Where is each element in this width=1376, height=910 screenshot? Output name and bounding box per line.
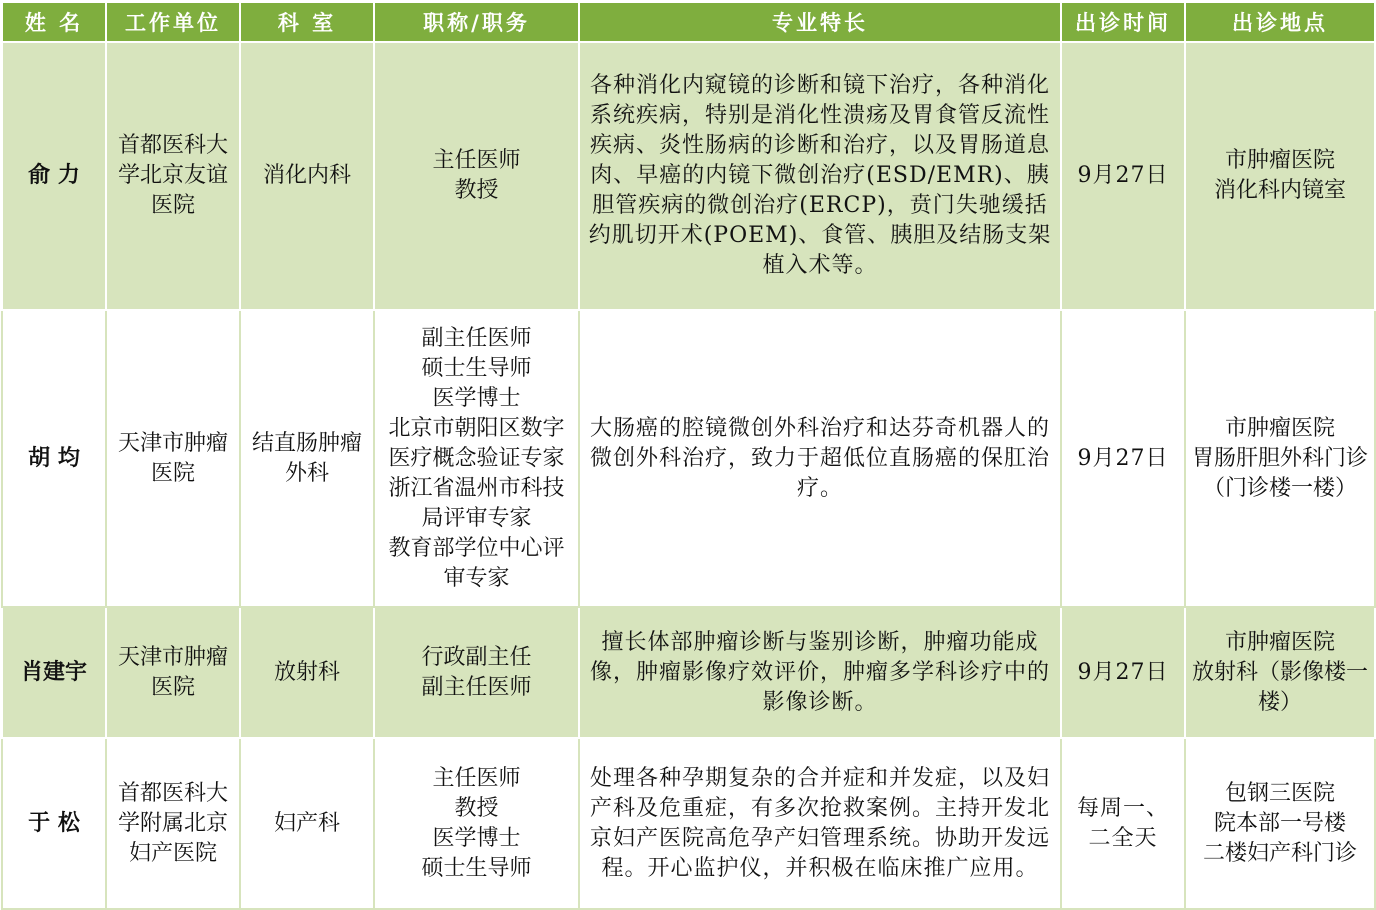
department: 妇产科 — [240, 738, 374, 909]
location-line: 市肿瘤医院 — [1224, 148, 1335, 173]
clinic-location — [1185, 310, 1375, 607]
title-line: 硕士生导师 — [421, 855, 532, 881]
table-row — [2, 607, 1375, 738]
header-unit: 工作单位 — [106, 2, 240, 42]
doctor-name: 肖建宇 — [2, 607, 106, 738]
clinic-location — [1185, 42, 1375, 310]
header-department: 科 室 — [240, 2, 374, 42]
header-location: 出诊地点 — [1185, 2, 1375, 42]
location-line: 市肿瘤医院 — [1224, 629, 1335, 655]
expert-roster-table — [1, 1, 1376, 910]
clinic-time: 9月27日 — [1061, 607, 1185, 738]
title-line: 浙江省温州市科技局评审专家 — [388, 475, 565, 531]
department: 放射科 — [240, 607, 374, 738]
table-row — [2, 310, 1375, 607]
location-line: 放射科（影像楼一楼） — [1192, 659, 1369, 715]
specialty: 擅长体部肿瘤诊断与鉴别诊断，肿瘤功能成像，肿瘤影像疗效评价，肿瘤多学科诊疗中的影像诊断。 — [579, 607, 1061, 738]
title-line: 主任医师 — [432, 148, 521, 173]
work-unit: 天津市肿瘤医院 — [106, 607, 240, 738]
header-specialty: 专业特长 — [579, 2, 1061, 42]
title-line: 主任医师 — [432, 765, 521, 791]
clinic-time: 9月27日 — [1061, 42, 1185, 310]
job-title — [374, 607, 579, 738]
header-name: 姓 名 — [2, 2, 106, 42]
location-line: 消化科内镜室 — [1213, 178, 1346, 203]
header-title: 职称/职务 — [374, 2, 579, 42]
title-line: 医学博士 — [432, 825, 521, 851]
department: 结直肠肿瘤外科 — [240, 310, 374, 607]
clinic-location — [1185, 738, 1375, 909]
work-unit: 首都医科大学附属北京妇产医院 — [106, 738, 240, 909]
title-line: 教授 — [454, 178, 499, 203]
header-row — [2, 2, 1375, 42]
location-line: 包钢三医院 — [1224, 780, 1335, 806]
location-line: 胃肠肝胆外科门诊（门诊楼一楼） — [1192, 445, 1369, 501]
doctor-name: 俞 力 — [2, 42, 106, 310]
title-line: 副主任医师 — [421, 325, 532, 351]
doctor-name: 胡 均 — [2, 310, 106, 607]
location-line: 市肿瘤医院 — [1224, 415, 1335, 441]
work-unit: 天津市肿瘤医院 — [106, 310, 240, 607]
work-unit: 首都医科大学北京友谊医院 — [106, 42, 240, 310]
specialty: 处理各种孕期复杂的合并症和并发症，以及妇产科及危重症，有多次抢救案例。主持开发北京妇产医院高危孕产妇管理系统。协助开发远程。开心监护仪，并积极在临床推广应用。 — [579, 738, 1061, 909]
clinic-location — [1185, 607, 1375, 738]
header-time: 出诊时间 — [1061, 2, 1185, 42]
specialty: 各种消化内窥镜的诊断和镜下治疗，各种消化系统疾病，特别是消化性溃疡及胃食管反流性疾病、炎性肠病的诊断和治疗，以及胃肠道息肉、早癌的内镜下微创治疗(ESD/EMR)、胰胆管疾病的微创治疗(ERCP)，贲门失驰缓括约肌切开术(POEM)、食管、胰胆及结肠支架植入术等。 — [579, 42, 1061, 310]
table-row — [2, 42, 1375, 310]
table-row — [2, 738, 1375, 909]
clinic-time: 每周一、二全天 — [1061, 738, 1185, 909]
title-line: 医学博士 — [432, 385, 521, 411]
location-line: 二楼妇产科门诊 — [1202, 840, 1357, 866]
job-title — [374, 738, 579, 909]
title-line: 硕士生导师 — [421, 355, 532, 381]
title-line: 行政副主任 — [421, 644, 532, 670]
location-line: 院本部一号楼 — [1213, 810, 1346, 836]
department: 消化内科 — [240, 42, 374, 310]
title-line: 教育部学位中心评审专家 — [388, 535, 565, 591]
clinic-time: 9月27日 — [1061, 310, 1185, 607]
job-title — [374, 310, 579, 607]
title-line: 教授 — [454, 795, 499, 821]
doctor-name: 于 松 — [2, 738, 106, 909]
job-title — [374, 42, 579, 310]
title-line: 北京市朝阳区数字医疗概念验证专家 — [388, 415, 565, 471]
specialty: 大肠癌的腔镜微创外科治疗和达芬奇机器人的微创外科治疗，致力于超低位直肠癌的保肛治疗。 — [579, 310, 1061, 607]
title-line: 副主任医师 — [421, 674, 532, 700]
